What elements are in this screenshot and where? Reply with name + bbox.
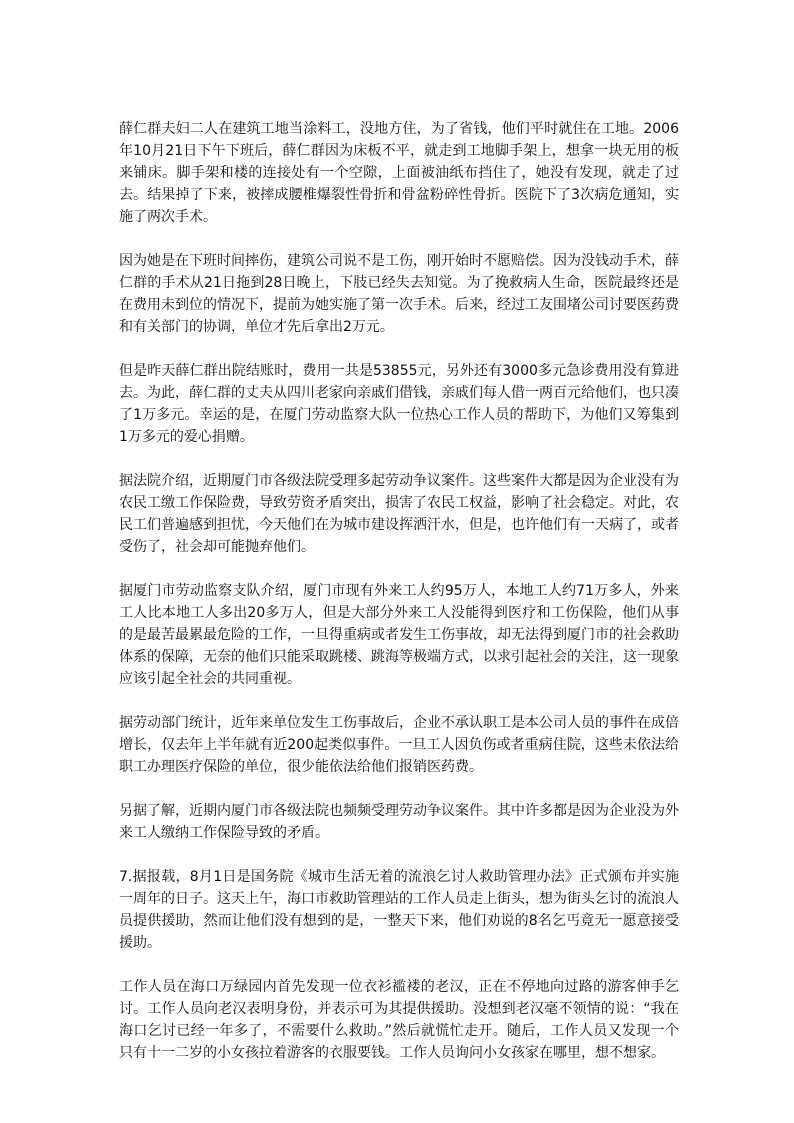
document-page (119, 118, 679, 1064)
paragraph-1: 薛仁群夫妇二人在建筑工地当涂料工，没地方住，为了省钱，他们平时就住在工地。2006年10月21日下午下班后，薛仁群因为床板不平，就走到工地脚手架上，想拿一块无用的板来铺床。脚手架和楼的连接处有一个空隙，上面被油纸布挡住了，她没有发现，就走了过去。结果掉了下来，被摔成腰椎爆裂性骨折和骨盆粉碎性骨折。医院下了3次病危通知，实施了两次手术。 (119, 121, 679, 225)
paragraph-7: 另据了解，近期内厦门市各级法院也频频受理劳动争议案件。其中许多都是因为企业没为外来工人缴纳工作保险导致的矛盾。 (119, 803, 679, 841)
paragraph-2: 因为她是在下班时间摔伤，建筑公司说不是工伤，刚开始时不愿赔偿。因为没钱动手术，薛仁群的手术从21日拖到28日晚上，下肢已经失去知觉。为了挽救病人生命，医院最终还是在费用未到位的情况下，提前为她实施了第一次手术。后来，经过工友围堵公司讨要医药费和有关部门的协调，单位才先后拿出2万元。 (119, 253, 679, 335)
paragraph-4: 据法院介绍，近期厦门市各级法院受理多起劳动争议案件。这些案件大都是因为企业没有为农民工缴工作保险费，导致劳资矛盾突出，损害了农民工权益，影响了社会稳定。对此，农民工们普遍感到担忧，今天他们在为城市建设挥洒汗水，但是，也许他们有一天病了，或者受伤了，社会却可能抛弃他们。 (119, 473, 679, 555)
paragraph-8: 7.据报载，8月1日是国务院《城市生活无着的流浪乞讨人救助管理办法》正式颁布并实施一周年的日子。这天上午，海口市救助管理站的工作人员走上街头，想为街头乞讨的流浪人员提供援助，然而让他们没有想到的是，一整天下来，他们劝说的8名乞丐竟无一愿意接受援助。 (119, 869, 679, 951)
paragraph-3: 但是昨天薛仁群出院结账时，费用一共是53855元，另外还有3000多元急诊费用没有算进去。为此，薛仁群的丈夫从四川老家向亲戚们借钱，亲戚们每人借一两百元给他们，也只凑了1万多元。幸运的是，在厦门劳动监察大队一位热心工作人员的帮助下，为他们又筹集到1万多元的爱心捐赠。 (119, 363, 679, 445)
paragraph-5: 据厦门市劳动监察支队介绍，厦门市现有外来工人约95万人，本地工人约71万多人，外来工人比本地工人多出20多万人，但是大部分外来工人没能得到医疗和工伤保险，他们从事的是最苦最累最危险的工作，一旦得重病或者发生工伤事故，却无法得到厦门市的社会救助体系的保障，无奈的他们只能采取跳楼、跳海等极端方式，以求引起社会的关注，这一现象应该引起全社会的共同重视。 (119, 583, 679, 687)
paragraph-9: 工作人员在海口万绿园内首先发现一位衣衫褴褛的老汉，正在不停地向过路的游客伸手乞讨。工作人员向老汉表明身份，并表示可为其提供援助。没想到老汉毫不领情的说：“我在海口乞讨已经一年多了，不需要什么救助。”然后就慌忙走开。随后，工作人员又发现一个只有十一二岁的小女孩拉着游客的衣服要钱。工作人员询问小女孩家在哪里，想不想家。 (119, 979, 679, 1061)
paragraph-6: 据劳动部门统计，近年来单位发生工伤事故后，企业不承认职工是本公司人员的事件在成倍增长，仅去年上半年就有近200起类似事件。一旦工人因负伤或者重病住院，这些未依法给职工办理医疗保险的单位，很少能依法给他们报销医药费。 (119, 715, 679, 775)
